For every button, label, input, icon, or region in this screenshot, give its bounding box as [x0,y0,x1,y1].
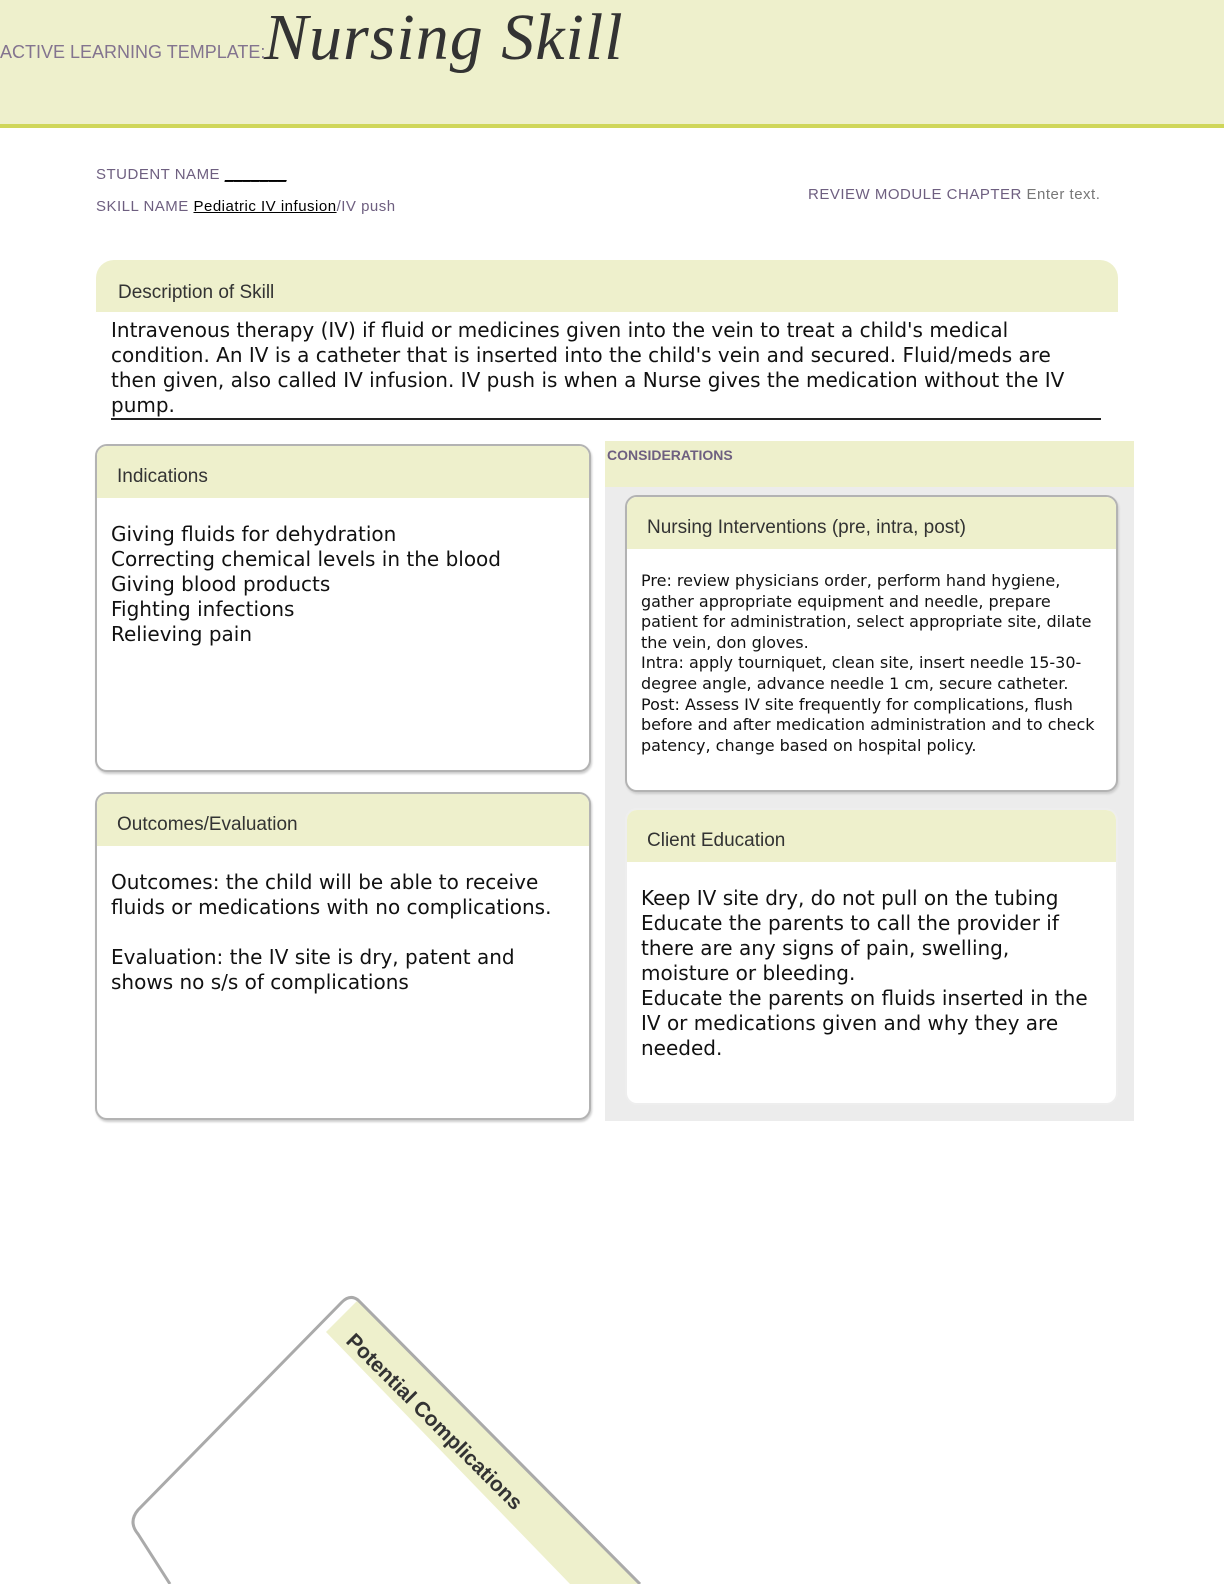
skill-name-suffix: /IV push [336,198,396,215]
complications-band [326,1300,640,1584]
interventions-title: Nursing Interventions (pre, intra, post) [627,497,1116,549]
description-title: Description of Skill [118,282,275,303]
interventions-text[interactable]: Pre: review physicians order, perform hand hygiene, gather appropriate equipment and needle, prepare patient for administration, select appropriate site, dilate the vein, don gloves. Intra: apply tourniquet, clean site, insert needle 15-30-degree angle, advance needle 1 cm, secure catheter. Post: Assess IV site frequently for complications, flush before and after medication administration and to check patency, change based on hospital policy. [641,571,1095,755]
indications-title: Indications [97,446,589,498]
skill-name-label: SKILL NAME [96,198,189,215]
considerations-title: CONSIDERATIONS [605,441,1134,487]
complications-title: Potential Complications [341,1329,527,1515]
education-title: Client Education [627,810,1116,862]
skill-name-value[interactable]: Pediatric IV infusion [193,198,337,215]
outcomes-text[interactable]: Outcomes: the child will be able to receive fluids or medications with no complications. Evaluation: the IV site is dry, patent and shows no s/s of complications [111,870,552,994]
indications-text[interactable]: Giving fluids for dehydration Correcting chemical levels in the blood Giving blood products Fighting infections Relieving pain [111,522,501,646]
education-text[interactable]: Keep IV site dry, do not pull on the tubing Educate the parents to call the provider if there are any signs of pain, swelling, moisture or bleeding. Educate the parents on fluids inserted in the IV or medications given and why they are needed. [641,886,1088,1060]
template-label: ACTIVE LEARNING TEMPLATE: [0,42,266,62]
review-module-label: REVIEW MODULE CHAPTER [808,186,1022,203]
student-name-label: STUDENT NAME [96,166,221,183]
outcomes-title: Outcomes/Evaluation [97,794,589,846]
student-name-value[interactable]: _______ [224,166,287,183]
review-module-value[interactable]: Enter text. [1026,186,1101,203]
description-text[interactable]: Intravenous therapy (IV) if fluid or medicines given into the vein to treat a child's medical condition. An IV is a catheter that is inserted into the child's vein and secured. Fluid/meds are then given, also called IV infusion. IV push is when a Nurse gives the medication without the IV pump. [111,318,1101,420]
template-title: Nursing Skill [264,1,624,74]
